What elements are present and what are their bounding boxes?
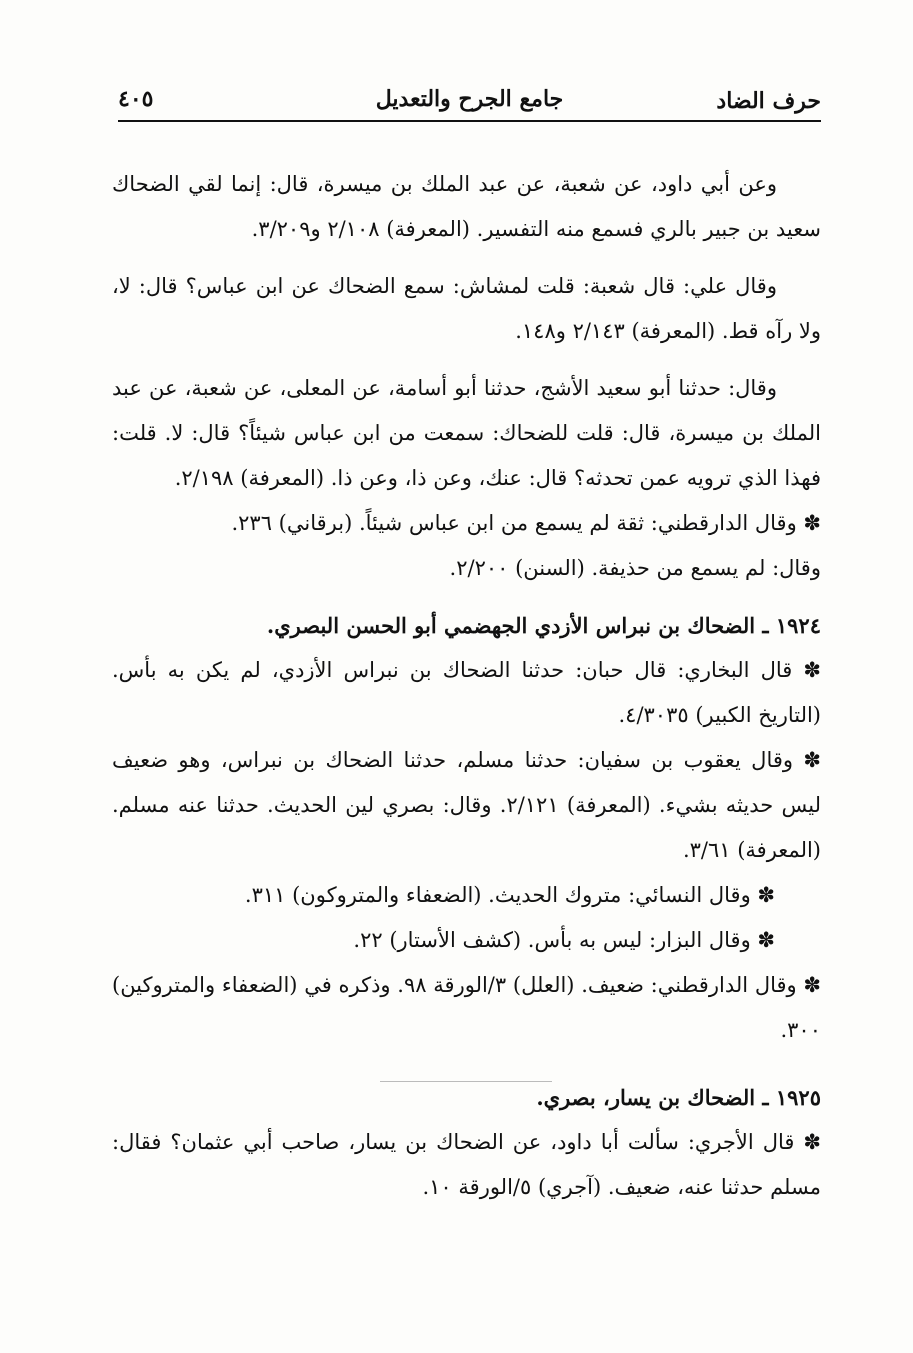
page-body [112, 162, 821, 1210]
paragraph: وقال علي: قال شعبة: قلت لمشاش: سمع الضحاك عن ابن عباس؟ قال: لا، ولا رآه قط. (المعرفة) ٢/١٤٣ و١٤٨. [112, 274, 821, 343]
paragraph: وعن أبي داود، عن شعبة، عن عبد الملك بن ميسرة، قال: إنما لقي الضحاك سعيد بن جبير بالري فسمع منه التفسير. (المعرفة) ٢/١٠٨ و٣/٢٠٩. [112, 172, 821, 241]
entry-heading: ١٩٢٥ ـ الضحاك بن يسار، بصري. [536, 1085, 821, 1110]
section-separator [380, 1081, 552, 1082]
chapter-title: حرف الضاد [716, 88, 821, 114]
paragraph: ✽ وقال النسائي: متروك الحديث. (الضعفاء والمتروكون) ٣١١. [244, 883, 775, 907]
paragraph: ✽ قال البخاري: قال حبان: حدثنا الضحاك بن نبراس الأزدي، لم يكن به بأس. (التاريخ الكبير) ٤/٣٠٣٥. [112, 658, 821, 727]
paragraph: ✽ وقال البزار: ليس به بأس. (كشف الأستار) ٢٢. [353, 928, 775, 952]
paragraph: ✽ وقال الدارقطني: ثقة لم يسمع من ابن عباس شيئاً. (برقاني) ٢٣٦. [231, 511, 821, 535]
entry-heading: ١٩٢٤ ـ الضحاك بن نبراس الأزدي الجهضمي أبو الحسن البصري. [266, 613, 821, 638]
book-title: جامع الجرح والتعديل [375, 86, 564, 112]
paragraph: وقال: لم يسمع من حذيفة. (السنن) ٢/٢٠٠. [449, 556, 821, 580]
paragraph: ✽ قال الأجري: سألت أبا داود، عن الضحاك بن يسار، صاحب أبي عثمان؟ فقال: مسلم حدثنا عنه، ضعيف. (آجري) ٥/الورقة ١٠. [112, 1130, 821, 1199]
paragraph: وقال: حدثنا أبو سعيد الأشج، حدثنا أبو أسامة، عن المعلى، عن شعبة، عن عبد الملك بن ميسرة، قال: قلت للضحاك: سمعت من ابن عباس شيئاً؟ قال: لا. قلت: فهذا الذي ترويه عمن تحدثه؟ قال: عنك، وعن ذا، وعن ذا. (المعرفة) ٢/١٩٨. [112, 376, 821, 490]
paragraph: ✽ وقال الدارقطني: ضعيف. (العلل) ٣/الورقة ٩٨. وذكره في (الضعفاء والمتروكين) ٣٠٠. [112, 973, 821, 1042]
paragraph: ✽ وقال يعقوب بن سفيان: حدثنا مسلم، حدثنا الضحاك بن نبراس، وهو ضعيف ليس حديثه بشيء. (المعرفة) ٢/١٢١. وقال: بصري لين الحديث. حدثنا عنه مسلم. (المعرفة) ٣/٦١. [112, 748, 821, 862]
page-header [118, 80, 821, 122]
page-number: ٤٠٥ [118, 86, 154, 112]
